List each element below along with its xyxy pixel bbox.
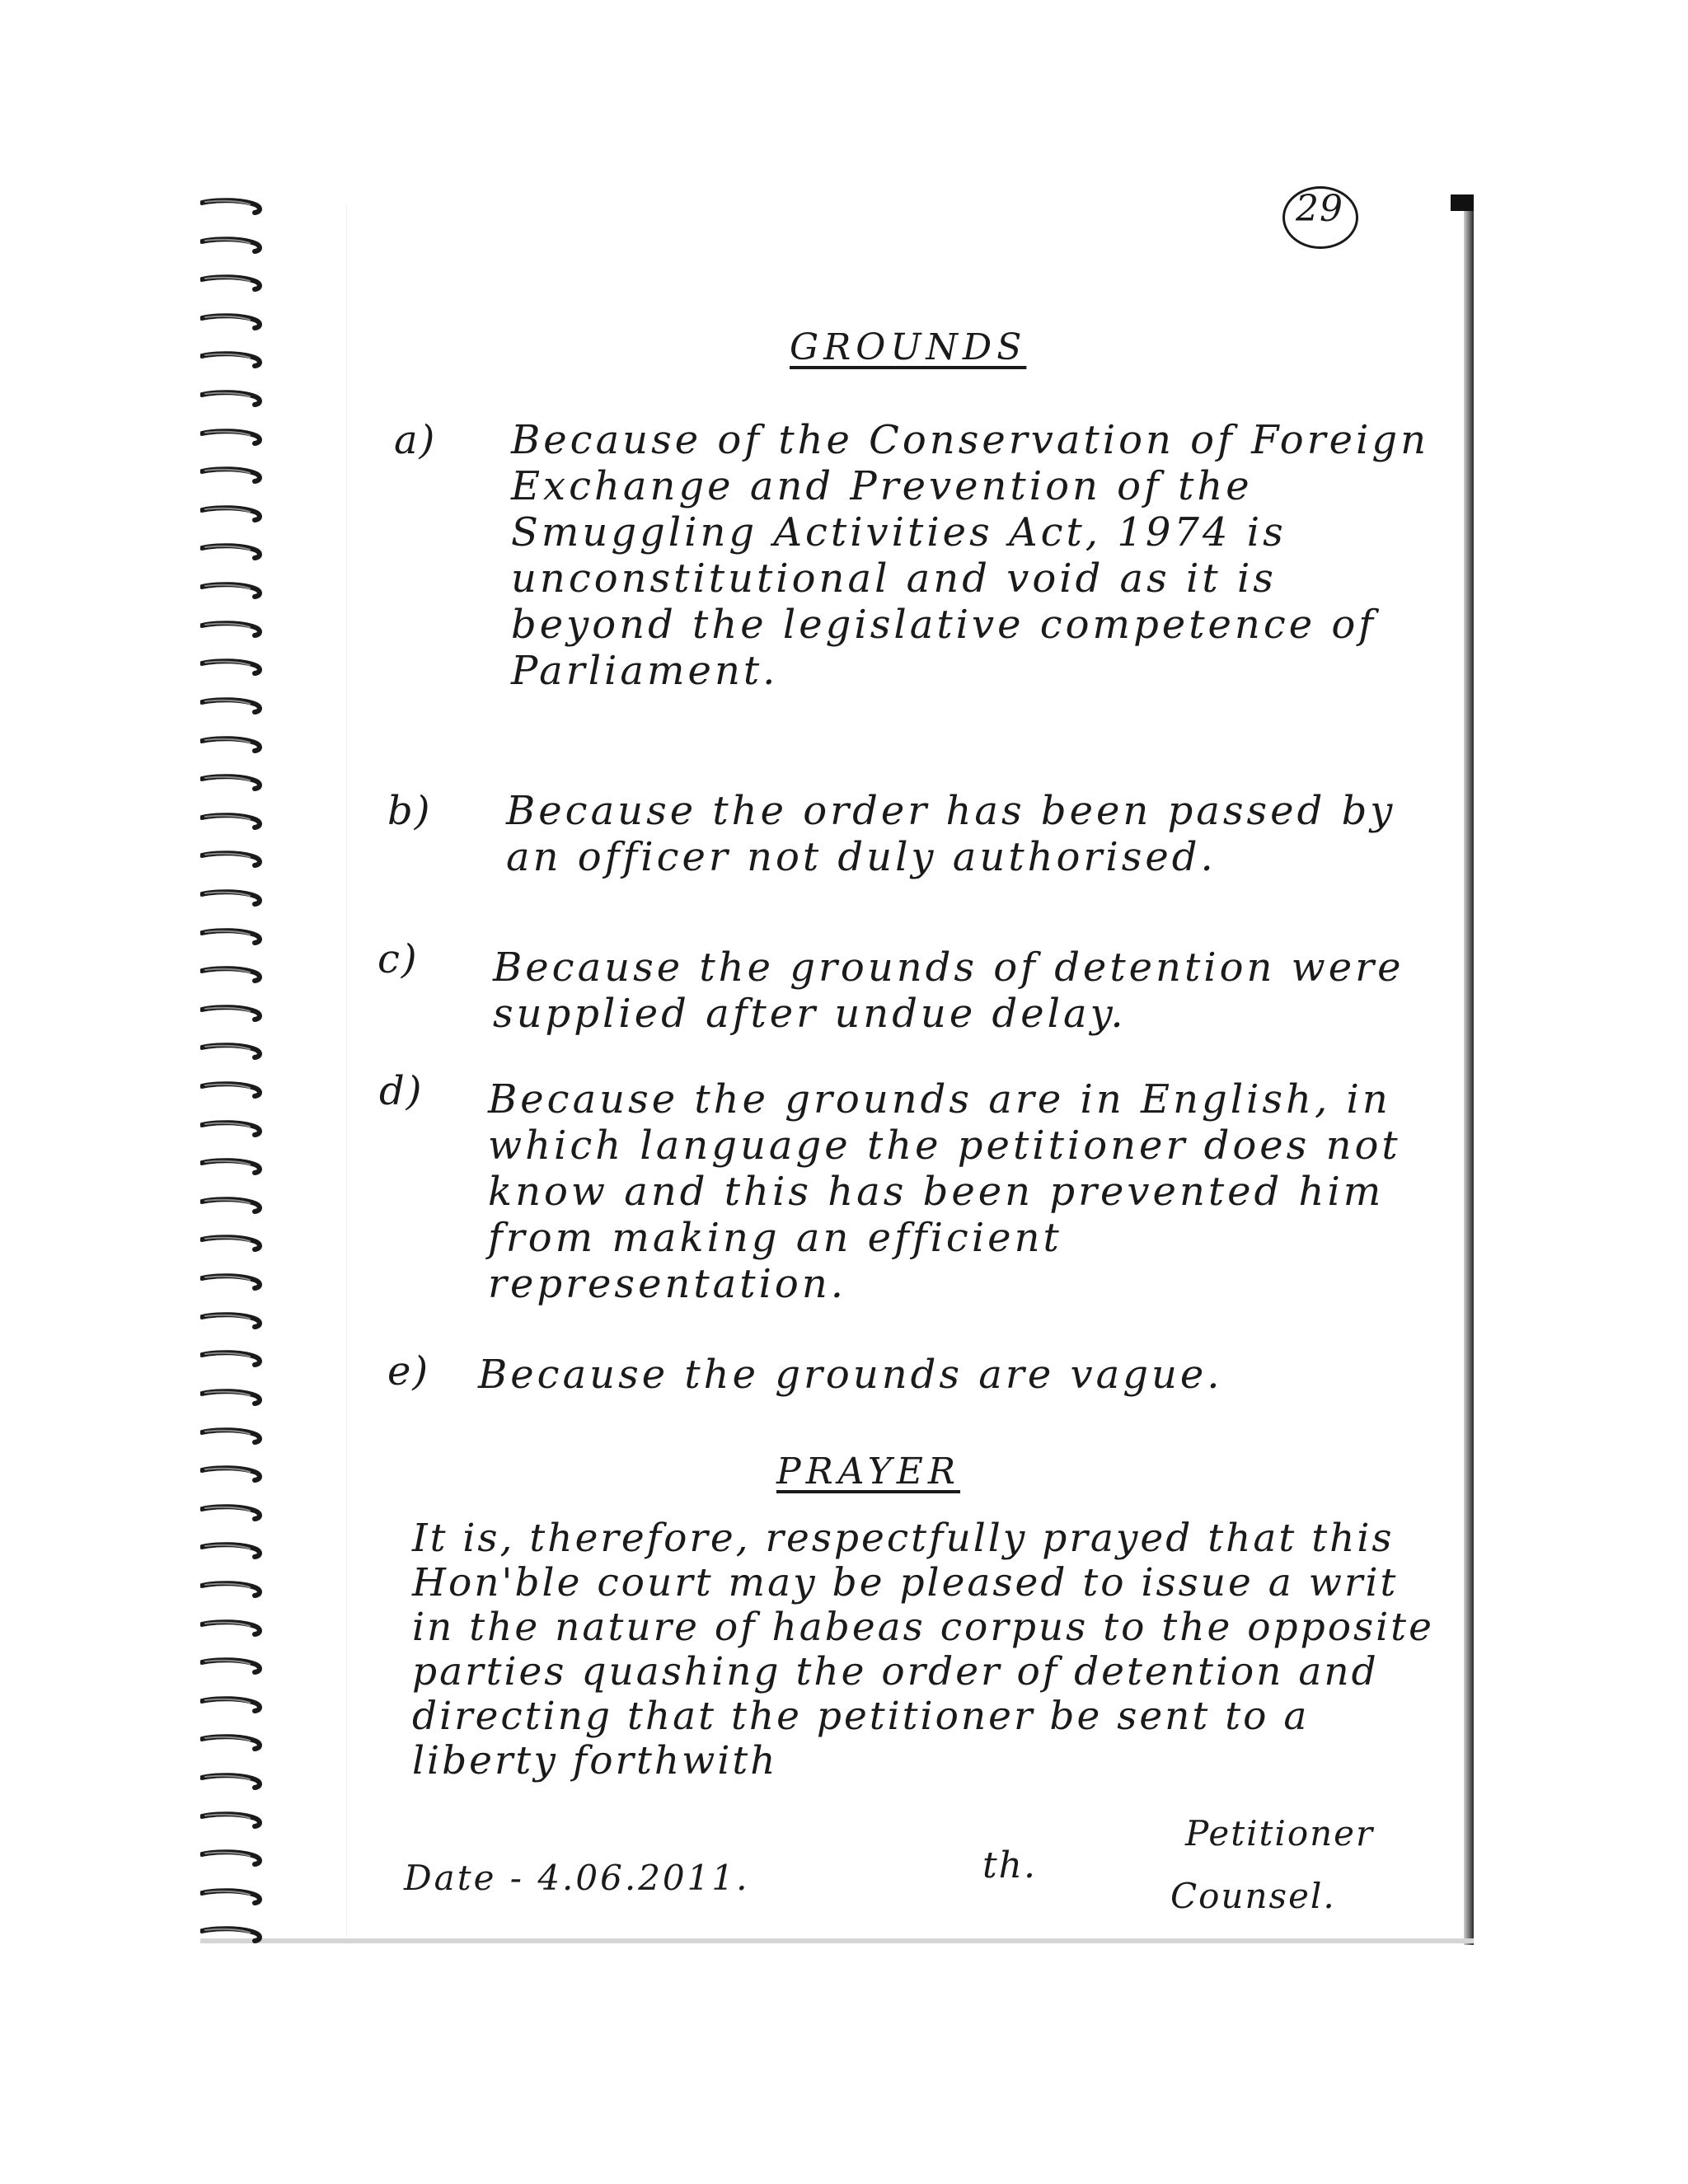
spiral-binding bbox=[200, 198, 274, 1945]
binding-coil bbox=[200, 1811, 265, 1830]
binding-coil bbox=[200, 966, 265, 984]
binding-coil bbox=[200, 313, 265, 331]
binding-coil bbox=[200, 237, 265, 255]
binding-coil bbox=[200, 1849, 265, 1868]
page-number: 29 bbox=[1296, 188, 1343, 230]
binding-coil bbox=[200, 1427, 265, 1446]
signature-petitioner: Petitioner bbox=[1185, 1813, 1375, 1854]
binding-coil bbox=[200, 274, 265, 293]
binding-coil bbox=[200, 1081, 265, 1099]
ground-e-label: e) bbox=[387, 1348, 430, 1394]
binding-coil bbox=[200, 813, 265, 831]
ground-c-text: Because the grounds of detention were supplied after undue delay. bbox=[493, 944, 1404, 1037]
binding-coil bbox=[200, 1235, 265, 1253]
ground-a-text: Because of the Conservation of Foreign Exchange and Prevention of the Smuggling Activities Act, 1974 is unconstitutional and void as it is beyond the legislative competence of Parliament. bbox=[511, 417, 1429, 694]
ground-c-label: c) bbox=[377, 936, 419, 982]
binding-coil bbox=[200, 198, 265, 216]
binding-coil bbox=[200, 1350, 265, 1368]
binding-coil bbox=[200, 1043, 265, 1061]
binding-coil bbox=[200, 351, 265, 369]
binding-coil bbox=[200, 1158, 265, 1176]
prayer-text: It is, therefore, respectfully prayed that this Hon'ble court may be pleased to issue a writ in the nature of habeas corpus to the opposite parties quashing the order of detention and directing that the petitioner be sent to a liberty forthwith bbox=[412, 1516, 1434, 1783]
page-corner-mark bbox=[1451, 194, 1474, 211]
binding-coil bbox=[200, 889, 265, 907]
binding-coil bbox=[200, 390, 265, 408]
binding-coil bbox=[200, 1389, 265, 1407]
ground-d-label: d) bbox=[379, 1068, 424, 1114]
binding-coil bbox=[200, 851, 265, 869]
signature-counsel: Counsel. bbox=[1170, 1876, 1336, 1916]
binding-coil bbox=[200, 1581, 265, 1599]
grounds-heading: GROUNDS bbox=[790, 326, 1027, 368]
binding-coil bbox=[200, 1120, 265, 1138]
binding-coil bbox=[200, 582, 265, 600]
binding-coil bbox=[200, 466, 265, 485]
binding-coil bbox=[200, 697, 265, 715]
ground-d-text: Because the grounds are in English, in which language the petitioner does not know and this has been prevented him from making an efficient representation. bbox=[488, 1076, 1401, 1307]
prayer-heading: PRAYER bbox=[776, 1451, 961, 1493]
binding-coil bbox=[200, 1888, 265, 1906]
page-bottom-edge bbox=[200, 1938, 1474, 1943]
binding-coil bbox=[200, 1504, 265, 1522]
binding-coil bbox=[200, 736, 265, 754]
binding-coil bbox=[200, 774, 265, 792]
binding-coil bbox=[200, 658, 265, 677]
binding-coil bbox=[200, 1005, 265, 1023]
binding-coil bbox=[200, 1734, 265, 1752]
margin-line bbox=[346, 206, 347, 1937]
binding-coil bbox=[200, 621, 265, 639]
binding-coil bbox=[200, 1312, 265, 1330]
initials: th. bbox=[982, 1844, 1038, 1886]
binding-coil bbox=[200, 1657, 265, 1675]
binding-coil bbox=[200, 429, 265, 447]
binding-coil bbox=[200, 543, 265, 561]
binding-coil bbox=[200, 1696, 265, 1714]
binding-coil bbox=[200, 1926, 265, 1944]
binding-coil bbox=[200, 505, 265, 523]
date-line: Date - 4.06.2011. bbox=[404, 1858, 750, 1898]
binding-coil bbox=[200, 1773, 265, 1791]
ground-b-text: Because the order has been passed by an officer not duly authorised. bbox=[506, 788, 1396, 880]
ground-b-label: b) bbox=[387, 788, 432, 834]
binding-coil bbox=[200, 1542, 265, 1560]
binding-coil bbox=[200, 1465, 265, 1483]
binding-coil bbox=[200, 928, 265, 946]
page-edge-shadow bbox=[1464, 198, 1474, 1945]
ground-e-text: Because the grounds are vague. bbox=[478, 1352, 1223, 1398]
binding-coil bbox=[200, 1273, 265, 1291]
binding-coil bbox=[200, 1197, 265, 1215]
ground-a-label: a) bbox=[394, 417, 437, 463]
binding-coil bbox=[200, 1619, 265, 1638]
